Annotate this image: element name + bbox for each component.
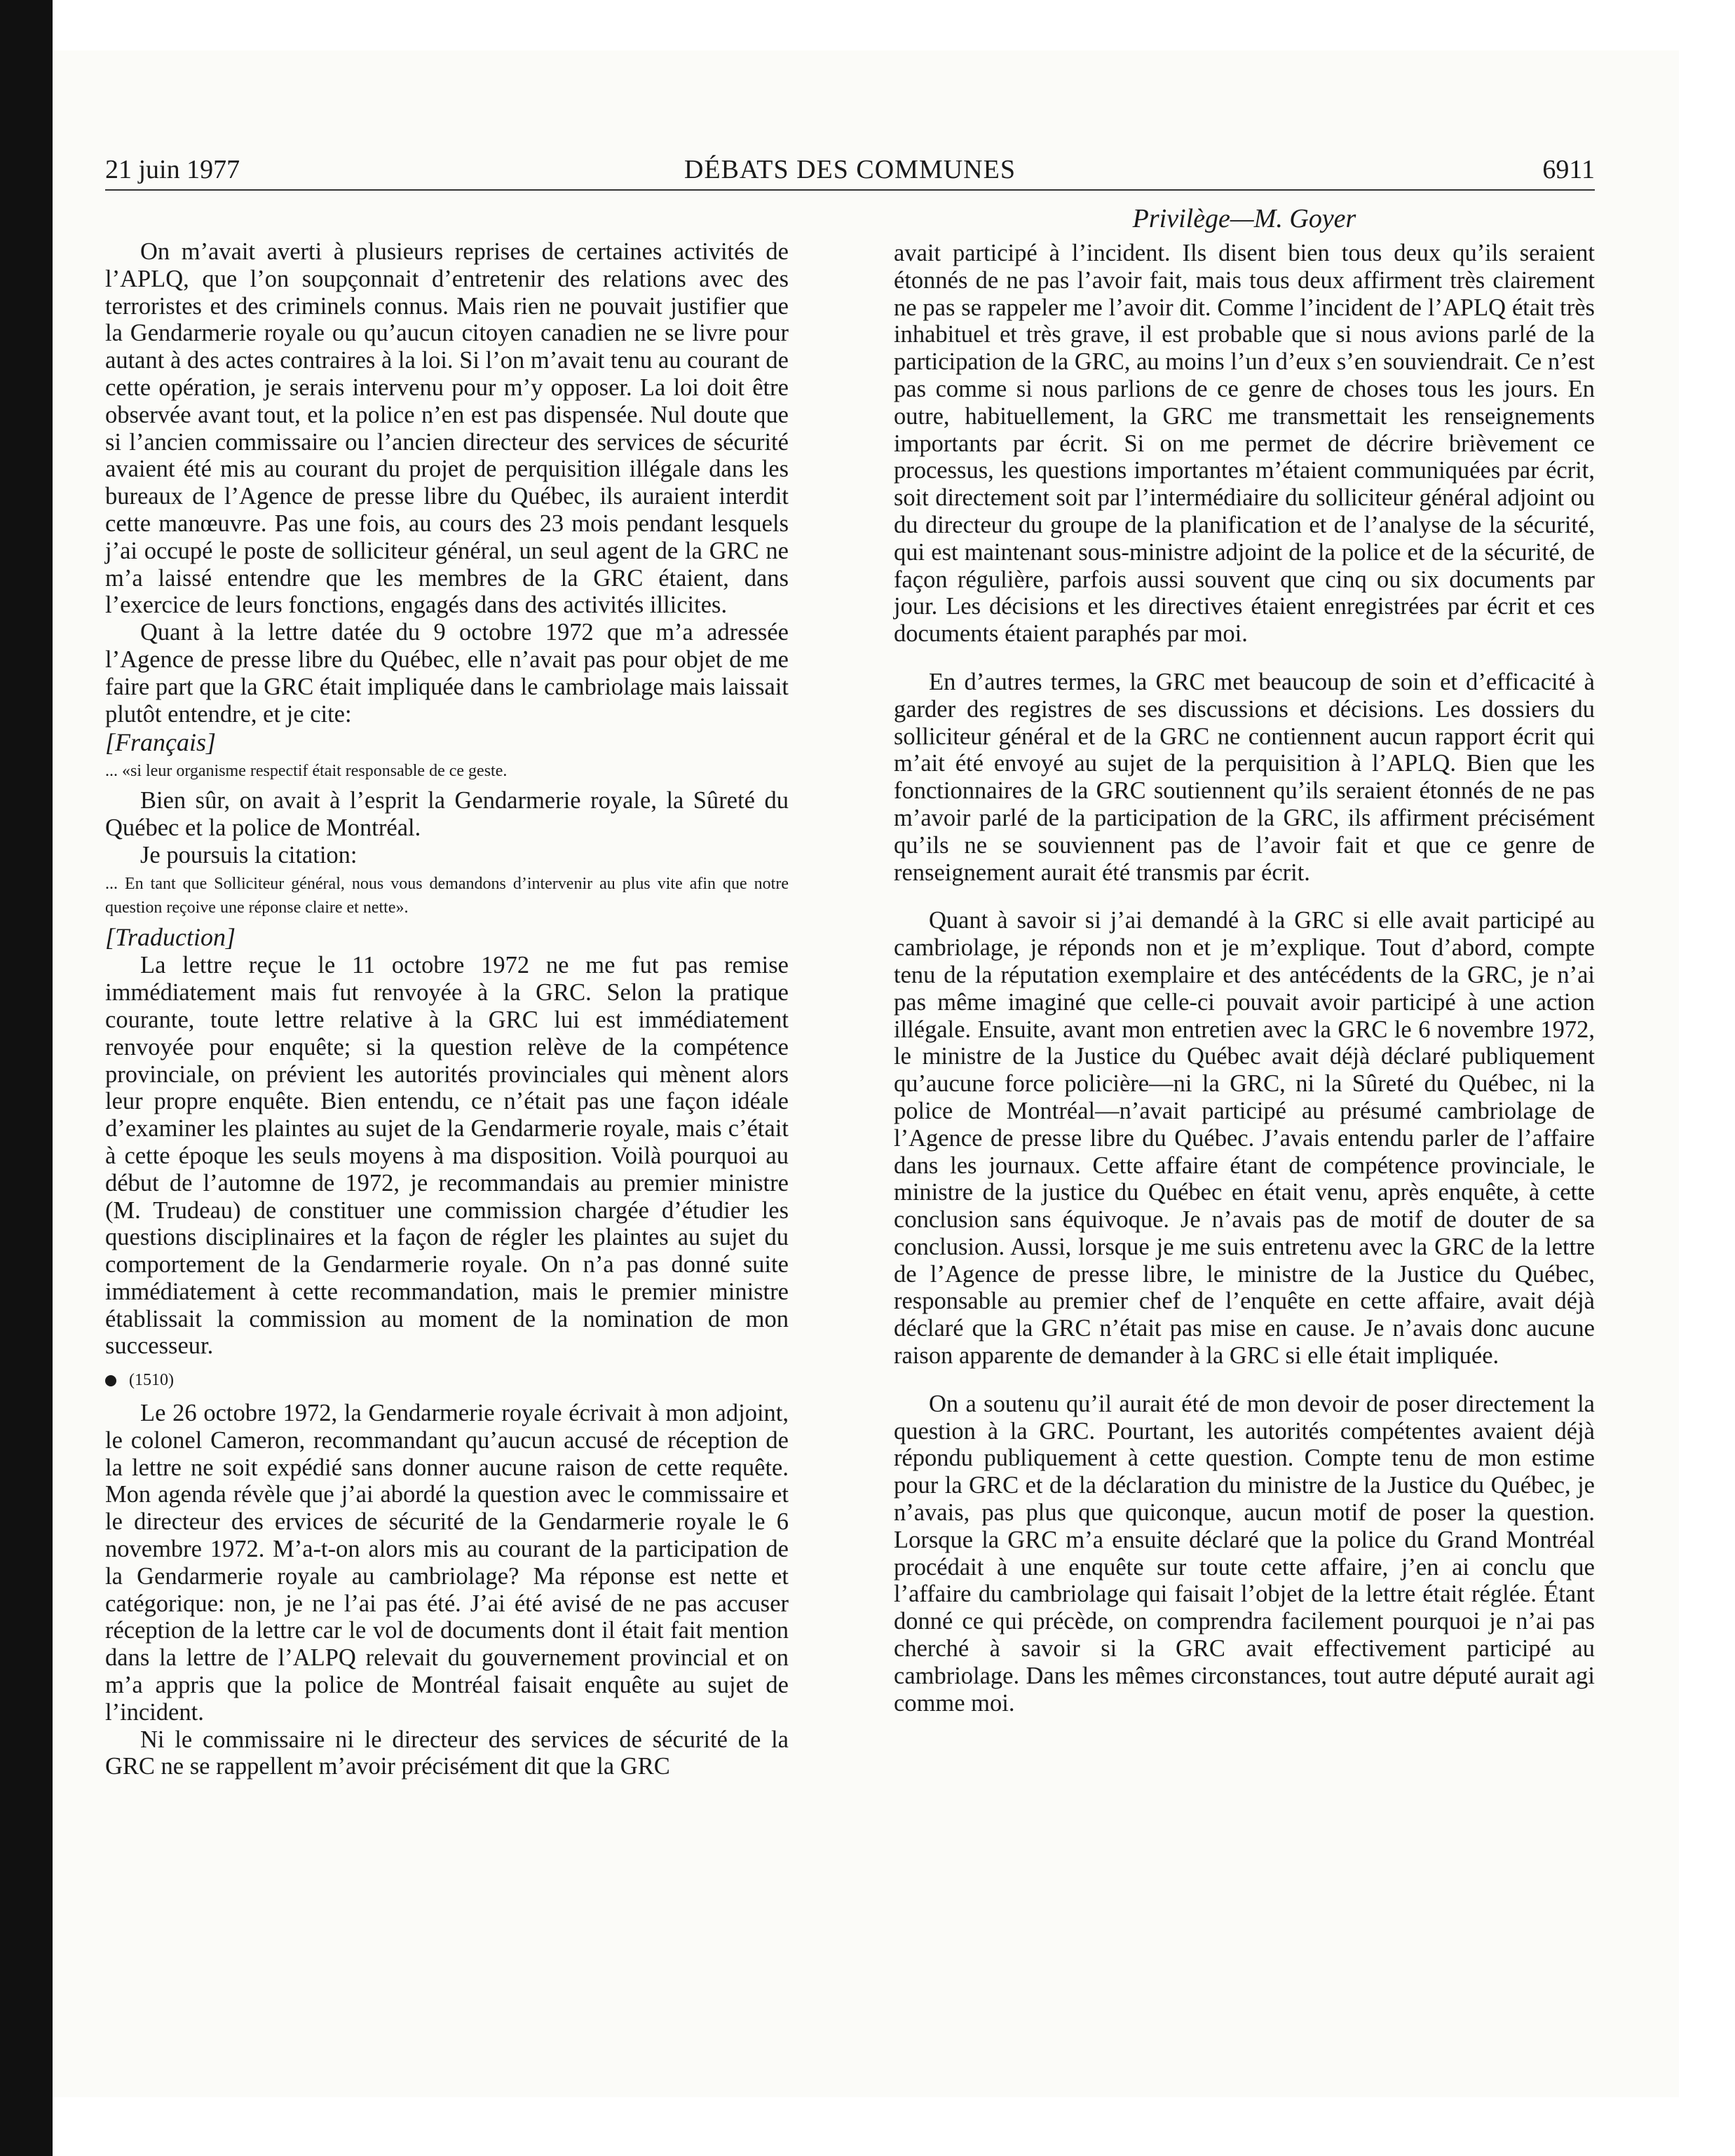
paragraph: On m’avait averti à plusieurs reprises de certaines activités de l’APLQ, que l’on soupçonnait d’entretenir des relations avec des terroristes et des criminels connus. Mais rien ne pouvait justifier que la Gendarmerie royale ou qu’aucun citoyen canadien ne se livre pour autant à des actes contraires à la loi. Si l’on m’avait tenu au courant de cette opération, je serais intervenu pour m’y opposer. La loi doit être observée avant tout, et la police n’en est pas dispensée. Nul doute que si l’ancien commissaire ou l’ancien directeur des services de sécurité avaient été mis au courant du projet de perquisition illégale dans les bureaux de l’Agence de presse libre du Québec, ils auraient interdit cette manœuvre. Pas une fois, au cours des 23 mois pendant lesquels j’ai occupé le poste de solliciteur général, un seul agent de la GRC ne m’a laissé entendre que les membres de la GRC étaient, dans l’exercice de leurs fonctions, engagés dans des activités illicites. (105, 238, 789, 619)
header-date: 21 juin 1977 (105, 155, 240, 184)
language-tag-traduction: [Traduction] (105, 922, 236, 951)
header-title: DÉBATS DES COMMUNES (684, 155, 1016, 184)
paragraph: En d’autres termes, la GRC met beaucoup de soin et d’efficacité à garder des registres de ses discussions et décisions. Les dossiers du solliciteur général et de la GRC ne contiennent aucun rapport écrit qui m’ait été envoyé au sujet de la perquisition à l’APLQ. Bien que les fonctionnaires de la GRC soutiennent qu’ils seraient étonnés de ne pas m’avoir parlé de la participation de la GRC, ils affirment précisément qu’ils ne se souviennent pas de l’avoir fait et que ce genre de renseignement aurait été transmis par écrit. (894, 668, 1595, 886)
bullet-icon (105, 1375, 116, 1386)
language-tag-francais: [Français] (105, 728, 217, 757)
paragraph: On a soutenu qu’il aurait été de mon devoir de poser directement la question à la GRC. Pourtant, les autorités compétentes avaient déjà répondu publiquement à cette question. Compte tenu de mon estime pour la GRC et de la déclaration du ministre de la Justice du Québec, je n’avais, pas plus que quiconque, aucun motif de poser la question. Lorsque la GRC m’a ensuite déclaré que la police du Grand Montréal procédait à une enquête sur toute cette affaire, j’en ai conclu que l’affaire du cambriolage qui faisait l’objet de la lettre était réglée. Étant donné ce qui précède, on comprendra facilement pourquoi je n’ai pas cherché à savoir si la GRC avait effectivement participé au cambriolage. Dans les mêmes circonstances, tout autre député aurait agi comme moi. (894, 1390, 1595, 1717)
time-marker (105, 1367, 789, 1394)
scan-edge-left (0, 0, 53, 2156)
paragraph: Ni le commissaire ni le directeur des services de sécurité de la GRC ne se rappellent m’avoir précisément dit que la GRC (105, 1726, 789, 1780)
quotation: ... «si leur organisme respectif était responsable de ce geste. (105, 762, 508, 781)
right-column (894, 240, 1595, 1717)
paragraph: La lettre reçue le 11 octobre 1972 ne me fut pas remise immédiatement mais fut renvoyée à la GRC. Selon la pratique courante, toute lettre relative à la GRC lui est immédiatement renvoyée pour enquête; si la question relève de la compétence provinciale, on prévient les autorités provinciales qui mènent alors leur propre enquête. Bien entendu, ce n’était pas une façon idéale d’examiner les plaintes au sujet de la Gendarmerie royale, mais c’était à cette époque les seuls moyens à ma disposition. Voilà pourquoi au début de l’automne de 1972, je recommandais au premier ministre (M. Trudeau) de constituer une commission chargée d’étudier les questions disciplinaires et la façon de régler les plaintes au sujet du comportement de la Gendarmerie royale. On n’a pas donné suite immédiatement à cette recommandation, mais le premier ministre établissait la commission au moment de la nomination de mon successeur. (105, 952, 789, 1360)
scan-margin-top (0, 0, 1735, 49)
paragraph: Quant à savoir si j’ai demandé à la GRC si elle avait participé au cambriolage, je réponds non et je m’explique. Tout d’abord, compte tenu de la réputation exemplaire et des antécédents de la GRC, je n’ai pas même imaginé que celle-ci pouvait avoir participé à une action illégale. Ensuite, avant mon entretien avec la GRC le 6 novembre 1972, le ministre de la Justice du Québec avait déjà déclaré publiquement qu’aucune force policière—ni la GRC, ni la Sûreté du Québec, ni la police de Montréal—n’avait participé au présumé cambriolage de l’Agence de presse libre du Québec. J’avais entendu parler de l’affaire dans les journaux. Cette affaire étant de compétence provinciale, le ministre de la justice du Québec en était venu, après enquête, à cette conclusion sans équivoque. Je n’avais pas de motif de douter de sa conclusion. Aussi, lorsque je me suis entretenu avec la GRC de la lettre de l’Agence de presse libre, le ministre de la Justice du Québec, responsable au premier chef de l’enquête en cette affaire, avait déjà déclaré que la GRC n’était pas mise en cause. Je n’avais donc aucune raison apparente de demander à la GRC si elle était impliquée. (894, 907, 1595, 1370)
left-column (105, 238, 789, 1780)
time-marker-label: (1510) (129, 1371, 174, 1390)
paragraph: Quant à la lettre datée du 9 octobre 1972 que m’a adressée l’Agence de presse libre du Québec, elle n’avait pas pour objet de me faire part que la GRC était impliquée dans le cambriolage mais laissait plutôt entendre, et je cite: (105, 619, 789, 728)
paragraph: Bien sûr, on avait à l’esprit la Gendarmerie royale, la Sûreté du Québec et la police de Montréal. (105, 787, 789, 841)
header-page-number: 6911 (1542, 155, 1595, 184)
section-heading: Privilège—M. Goyer (1132, 204, 1356, 233)
quotation: ... En tant que Solliciteur général, nous vous demandons d’intervenir au plus vite afin que notre question reçoive une réponse claire et nette». (105, 874, 789, 917)
paragraph: Le 26 octobre 1972, la Gendarmerie royale écrivait à mon adjoint, le colonel Cameron, recommandant qu’aucun accusé de réception de la lettre ne soit expédié sans donner aucune raison de cette requête. Mon agenda révèle que j’ai abordé la question avec le commissaire et le directeur des ervices de sécurité de la Gendarmerie royale le 6 novembre 1972. M’a-t-on alors mis au courant de la participation de la Gendarmerie royale au cambriolage? Ma réponse est nette et catégorique: non, je ne l’ai pas été. J’ai été avisé de ne pas accuser réception de la lettre car le vol de documents dont il était fait mention dans la lettre de l’ALPQ relevait du gouvernement provincial et on m’a appris que la police de Montréal faisait enquête au sujet de l’incident. (105, 1400, 789, 1726)
running-head (105, 154, 1595, 191)
paragraph: Je poursuis la citation: (140, 841, 358, 868)
paragraph: avait participé à l’incident. Ils disent bien tous deux qu’ils seraient étonnés de ne pas l’avoir fait, mais tous deux affirment très clairement ne pas se rappeler me l’avoir dit. Comme l’incident de l’APLQ était très inhabituel et très grave, il est probable que si nous avions parlé de la participation de la GRC, au moins l’un d’eux s’en souviendrait. Ce n’est pas comme si nous parlions de ce genre de choses tous les jours. En outre, habituellement, la GRC me transmettait les renseignements importants par écrit. Si on me permet de décrire brièvement ce processus, les questions importantes m’étaient communiquées par écrit, soit directement soit par l’intermédiaire du solliciteur général adjoint ou du directeur du groupe de la planification et de l’analyse de la sécurité, qui est maintenant sous-ministre adjoint de la police et de la sécurité, de façon régulière, parfois aussi souvent que cinq ou six documents par jour. Les décisions et les directives étaient enregistrées par écrit et ces documents étaient paraphés par moi. (894, 240, 1595, 648)
